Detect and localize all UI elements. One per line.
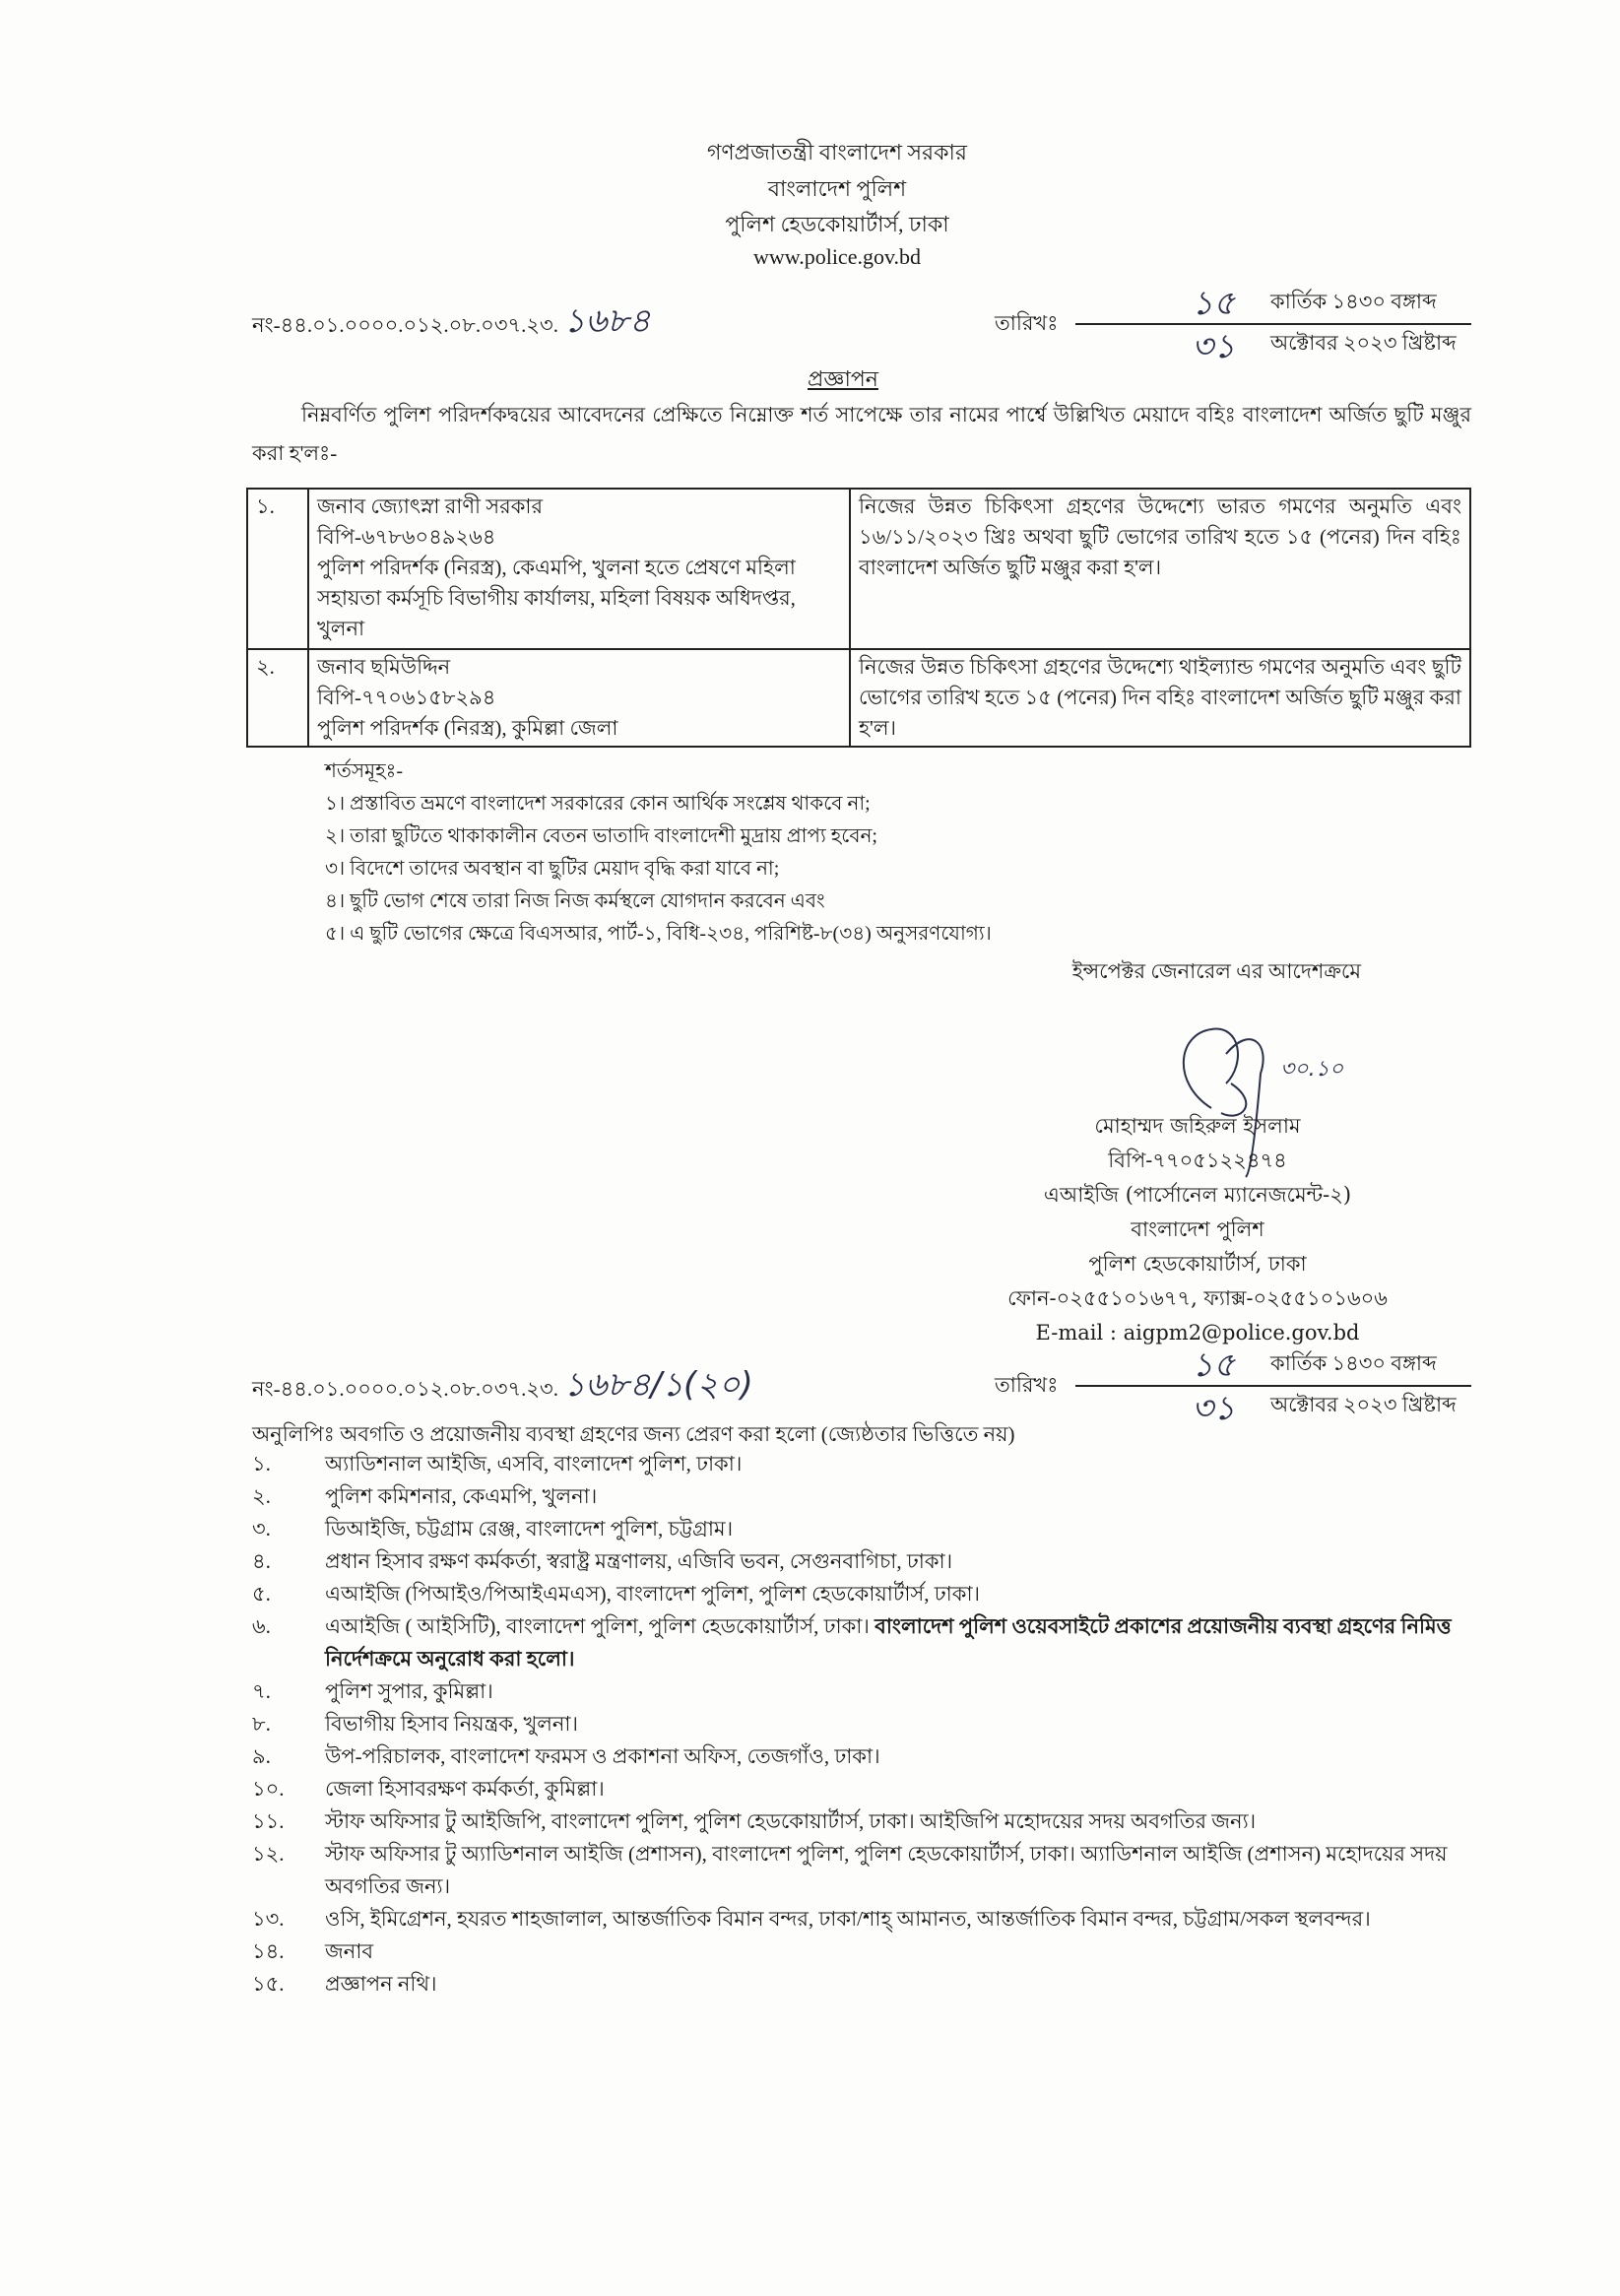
date-day-bengali: ১৫ bbox=[1192, 1345, 1236, 1385]
item-text: ওসি, ইমিগ্রেশন, হযরত শাহজালাল, আন্তর্জাতিক বিমান বন্দর, ঢাকা/শাহ্ আমানত, আন্তর্জাতিক বিমান বন্দর, চট্টগ্রাম/সকল স্থলবন্দর। bbox=[325, 1907, 1371, 1931]
conditions bbox=[325, 755, 992, 951]
item-number: ৬. bbox=[252, 1614, 271, 1638]
list-item bbox=[252, 1968, 1477, 2001]
list-item bbox=[252, 1935, 1477, 1968]
signatory-designation: এআইজি (পার্সোনেল ম্যানেজমেন্ট-২) bbox=[1043, 1183, 1352, 1207]
item-number: ১২. bbox=[252, 1842, 285, 1866]
table-row bbox=[247, 489, 1470, 649]
condition-item: ৩। বিদেশে তাদের অবস্থান বা ছুটির মেয়াদ বৃদ্ধি করা যাবে না; bbox=[325, 858, 780, 880]
website-link[interactable]: www.police.gov.bd bbox=[752, 244, 922, 269]
list-item bbox=[252, 1903, 1477, 1935]
item-number: ১৩. bbox=[252, 1907, 285, 1931]
signatory-email[interactable]: E-mail : aigpm2@police.gov.bd bbox=[1035, 1321, 1360, 1345]
item-text: স্টাফ অফিসার টু আইজিপি, বাংলাদেশ পুলিশ, পুলিশ হেডকোয়ার্টার্স, ঢাকা। আইজিপি মহোদয়ের সদয় অবগতির জন্য। bbox=[325, 1809, 1257, 1833]
item-text: প্রজ্ঞাপন নথি। bbox=[325, 1972, 437, 1996]
list-item bbox=[252, 1773, 1477, 1805]
date-day-english: ৩১ bbox=[1192, 327, 1236, 366]
item-text: পুলিশ কমিশনার, কেএমপি, খুলনা। bbox=[325, 1484, 598, 1508]
item-number: ১৫. bbox=[252, 1972, 285, 1996]
signatory-block bbox=[1001, 1109, 1394, 1350]
item-text: স্টাফ অফিসার টু অ্যাডিশনাল আইজি (প্রশাসন), বাংলাদেশ পুলিশ, পুলিশ হেডকোয়ার্টার্স, ঢাকা। অ্যাডিশনাল আইজি (প্রশাসন) মহোদয়ের সদয় অবগতির জন্য। bbox=[325, 1842, 1448, 1898]
list-item bbox=[252, 1448, 1477, 1480]
leave-details: নিজের উন্নত চিকিৎসা গ্রহণের উদ্দেশ্যে ভারত গমণের অনুমতি এবং ১৬/১১/২০২৩ খ্রিঃ অথবা ছুটি ভোগের তারিখ হতে ১৫ (পনের) দিন বহিঃ বাংলাদেশ অর্জিত ছুটি মঞ্জুর করা হ'ল। bbox=[850, 489, 1470, 649]
item-number: ৪. bbox=[252, 1549, 271, 1573]
officer-designation: পুলিশ পরিদর্শক (নিরস্ত্র), কেএমপি, খুলনা হতে প্রেষণে মহিলা সহায়তা কর্মসূচি বিভাগীয় কার্যালয়, মহিলা বিষয়ক অধিদপ্তর, খুলনা bbox=[317, 556, 796, 640]
list-item bbox=[252, 1578, 1477, 1610]
office-name: পুলিশ হেডকোয়ার্টার্স, ঢাকা bbox=[725, 212, 949, 236]
date-english: অক্টোবর ২০২৩ খ্রিষ্টাব্দ bbox=[1270, 1393, 1457, 1416]
item-text: এআইজি ( আইসিটি), বাংলাদেশ পুলিশ, পুলিশ হেডকোয়ার্টার্স, ঢাকা। bbox=[325, 1614, 870, 1638]
date-divider bbox=[1075, 323, 1471, 325]
signatory-name: মোহাম্মদ জহিরুল ইসলাম bbox=[1094, 1114, 1301, 1138]
condition-item: ২। তারা ছুটিতে থাকাকালীন বেতন ভাতাদি বাংলাদেশী মুদ্রায় প্রাপ্য হবেন; bbox=[325, 825, 877, 847]
copy-list bbox=[252, 1448, 1477, 2001]
date-bengali: কার্তিক ১৪৩০ বঙ্গাব্দ bbox=[1270, 290, 1437, 313]
item-text: জনাব bbox=[325, 1939, 374, 1963]
list-item bbox=[252, 1545, 1477, 1578]
item-number: ১১. bbox=[252, 1809, 285, 1833]
date-day-english: ৩১ bbox=[1192, 1389, 1236, 1428]
memo-number-print: নং-৪৪.০১.০০০০.০১২.০৮.০৩৭.২৩. bbox=[252, 1377, 558, 1401]
item-text: বিভাগীয় হিসাব নিয়ন্ত্রক, খুলনা। bbox=[325, 1712, 579, 1736]
item-number: ১. bbox=[252, 1452, 271, 1476]
order-by: ইন্সপেক্টর জেনারেল এর আদেশক্রমে bbox=[1071, 959, 1361, 983]
signatory-phone: ফোন-০২৫৫১০১৬৭৭, ফ্যাক্স-০২৫৫১০১৬০৬ bbox=[1007, 1286, 1388, 1310]
condition-item: ৪। ছুটি ভোগ শেষে তারা নিজ নিজ কর্মস্থলে যোগদান করবেন এবং bbox=[325, 890, 825, 912]
govt-name: গণপ্রজাতন্ত্রী বাংলাদেশ সরকার bbox=[706, 140, 968, 164]
serial-cell: ১. bbox=[247, 489, 308, 649]
item-text: প্রধান হিসাব রক্ষণ কর্মকর্তা, স্বরাষ্ট্র মন্ত্রণালয়, এজিবি ভবন, সেগুনবাগিচা, ঢাকা। bbox=[325, 1549, 953, 1573]
memo-number-handwritten: ১৬৮৪/১(২০) bbox=[563, 1365, 753, 1405]
item-number: ৮. bbox=[252, 1712, 271, 1736]
copy-heading: অনুলিপিঃ অবগতি ও প্রয়োজনীয় ব্যবস্থা গ্রহণের জন্য প্রেরণ করা হলো (জ্যেষ্ঠতার ভিত্তিতে নয়) bbox=[252, 1422, 1015, 1446]
item-text: জেলা হিসাবরক্ষণ কর্মকর্তা, কুমিল্লা। bbox=[325, 1777, 605, 1801]
item-text: এআইজি (পিআইও/পিআইএমএস), বাংলাদেশ পুলিশ, পুলিশ হেডকোয়ার্টার্স, ঢাকা। bbox=[325, 1582, 981, 1606]
officer-name: জনাব ছমিউদ্দিন bbox=[317, 655, 451, 679]
officer-cell bbox=[308, 489, 850, 649]
condition-item: ৫। এ ছুটি ভোগের ক্ষেত্রে বিএসআর, পার্ট-১, বিধি-২৩৪, পরিশিষ্ট-৮(৩৪) অনুসরণযোগ্য। bbox=[325, 923, 992, 945]
signatory-org: বাংলাদেশ পুলিশ bbox=[1131, 1217, 1264, 1241]
officer-designation: পুলিশ পরিদর্শক (নিরস্ত্র), কুমিল্লা জেলা bbox=[317, 716, 618, 740]
list-item bbox=[252, 1513, 1477, 1545]
date-label: তারিখঃ bbox=[995, 311, 1059, 335]
officer-bp: বিপি-৭৭০৬১৫৮২৯৪ bbox=[317, 686, 496, 709]
item-number: ৩. bbox=[252, 1517, 271, 1541]
serial-cell: ২. bbox=[247, 649, 308, 747]
leave-details: নিজের উন্নত চিকিৎসা গ্রহণের উদ্দেশ্যে থাইল্যান্ড গমণের অনুমতি এবং ছুটি ভোগের তারিখ হতে ১৫ (পনের) দিন বহিঃ বাংলাদেশ অর্জিত ছুটি মঞ্জুর করা হ'ল। bbox=[850, 649, 1470, 747]
memo-number-print: নং-৪৪.০১.০০০০.০১২.০৮.০৩৭.২৩. bbox=[252, 313, 558, 337]
signatory-office: পুলিশ হেডকোয়ার্টার্স, ঢাকা bbox=[1088, 1252, 1307, 1276]
signature-date: ৩০.১০ bbox=[1280, 1057, 1344, 1082]
list-item bbox=[252, 1838, 1477, 1903]
list-item bbox=[252, 1610, 1477, 1675]
document-title: প্রজ্ঞাপন bbox=[808, 366, 878, 391]
date-english: অক্টোবর ২০২৩ খ্রিষ্টাব্দ bbox=[1270, 331, 1457, 355]
list-item bbox=[252, 1480, 1477, 1513]
copy-memo-number bbox=[252, 1359, 753, 1415]
date-divider bbox=[1075, 1385, 1471, 1387]
item-number: ৫. bbox=[252, 1582, 271, 1606]
officer-name: জনাব জ্যোৎস্না রাণী সরকার bbox=[317, 494, 544, 518]
list-item bbox=[252, 1708, 1477, 1740]
item-number: ৯. bbox=[252, 1744, 271, 1768]
item-request-text: বাংলাদেশ পুলিশ ওয়েবসাইটে প্রকাশের প্রয়োজনীয় ব্যবস্থা গ্রহণের নিমিত্ত নির্দেশক্রমে অনুরোধ করা হলো। bbox=[325, 1614, 1452, 1671]
date-day-bengali: ১৫ bbox=[1192, 284, 1236, 323]
table-row bbox=[247, 649, 1470, 747]
memo-date bbox=[995, 284, 1487, 366]
memo-number-handwritten: ১৬৮৪ bbox=[563, 301, 651, 341]
copy-memo-date bbox=[995, 1345, 1487, 1428]
item-number: ৭. bbox=[252, 1679, 271, 1703]
list-item bbox=[252, 1740, 1477, 1773]
item-number: ২. bbox=[252, 1484, 271, 1508]
item-text: অ্যাডিশনাল আইজি, এসবি, বাংলাদেশ পুলিশ, ঢাকা। bbox=[325, 1452, 743, 1476]
intro-paragraph: নিম্নবর্ণিত পুলিশ পরিদর্শকদ্বয়ের আবেদনের প্রেক্ষিতে নিম্নোক্ত শর্ত সাপেক্ষে তার নামের পার্শ্বে উল্লিখিত মেয়াদে বহিঃ বাংলাদেশ অর্জিত ছুটি মঞ্জুর করা হ'লঃ- bbox=[252, 403, 1471, 465]
item-text: ডিআইজি, চট্টগ্রাম রেঞ্জ, বাংলাদেশ পুলিশ, চট্টগ্রাম। bbox=[325, 1517, 734, 1541]
item-number: ১০. bbox=[252, 1777, 285, 1801]
conditions-heading: শর্তসমূহঃ- bbox=[325, 760, 403, 782]
officer-cell bbox=[308, 649, 850, 747]
officer-bp: বিপি-৬৭৮৬০৪৯২৬৪ bbox=[317, 525, 496, 549]
date-bengali: কার্তিক ১৪৩০ বঙ্গাব্দ bbox=[1270, 1351, 1437, 1375]
signatory-bp: বিপি-৭৭০৫১২২৪৭৪ bbox=[1108, 1148, 1287, 1172]
list-item bbox=[252, 1805, 1477, 1838]
leave-table bbox=[246, 488, 1471, 748]
item-number: ১৪. bbox=[252, 1939, 285, 1963]
dept-name: বাংলাদেশ পুলিশ bbox=[767, 176, 907, 201]
list-item bbox=[252, 1675, 1477, 1708]
memo-number bbox=[252, 295, 651, 352]
condition-item: ১। প্রস্তাবিত ভ্রমণে বাংলাদেশ সরকারের কোন আর্থিক সংশ্লেষ থাকবে না; bbox=[325, 793, 871, 815]
item-text: পুলিশ সুপার, কুমিল্লা। bbox=[325, 1679, 493, 1703]
date-label: তারিখঃ bbox=[995, 1373, 1059, 1397]
item-text: উপ-পরিচালক, বাংলাদেশ ফরমস ও প্রকাশনা অফিস, তেজগাঁও, ঢাকা। bbox=[325, 1744, 880, 1768]
